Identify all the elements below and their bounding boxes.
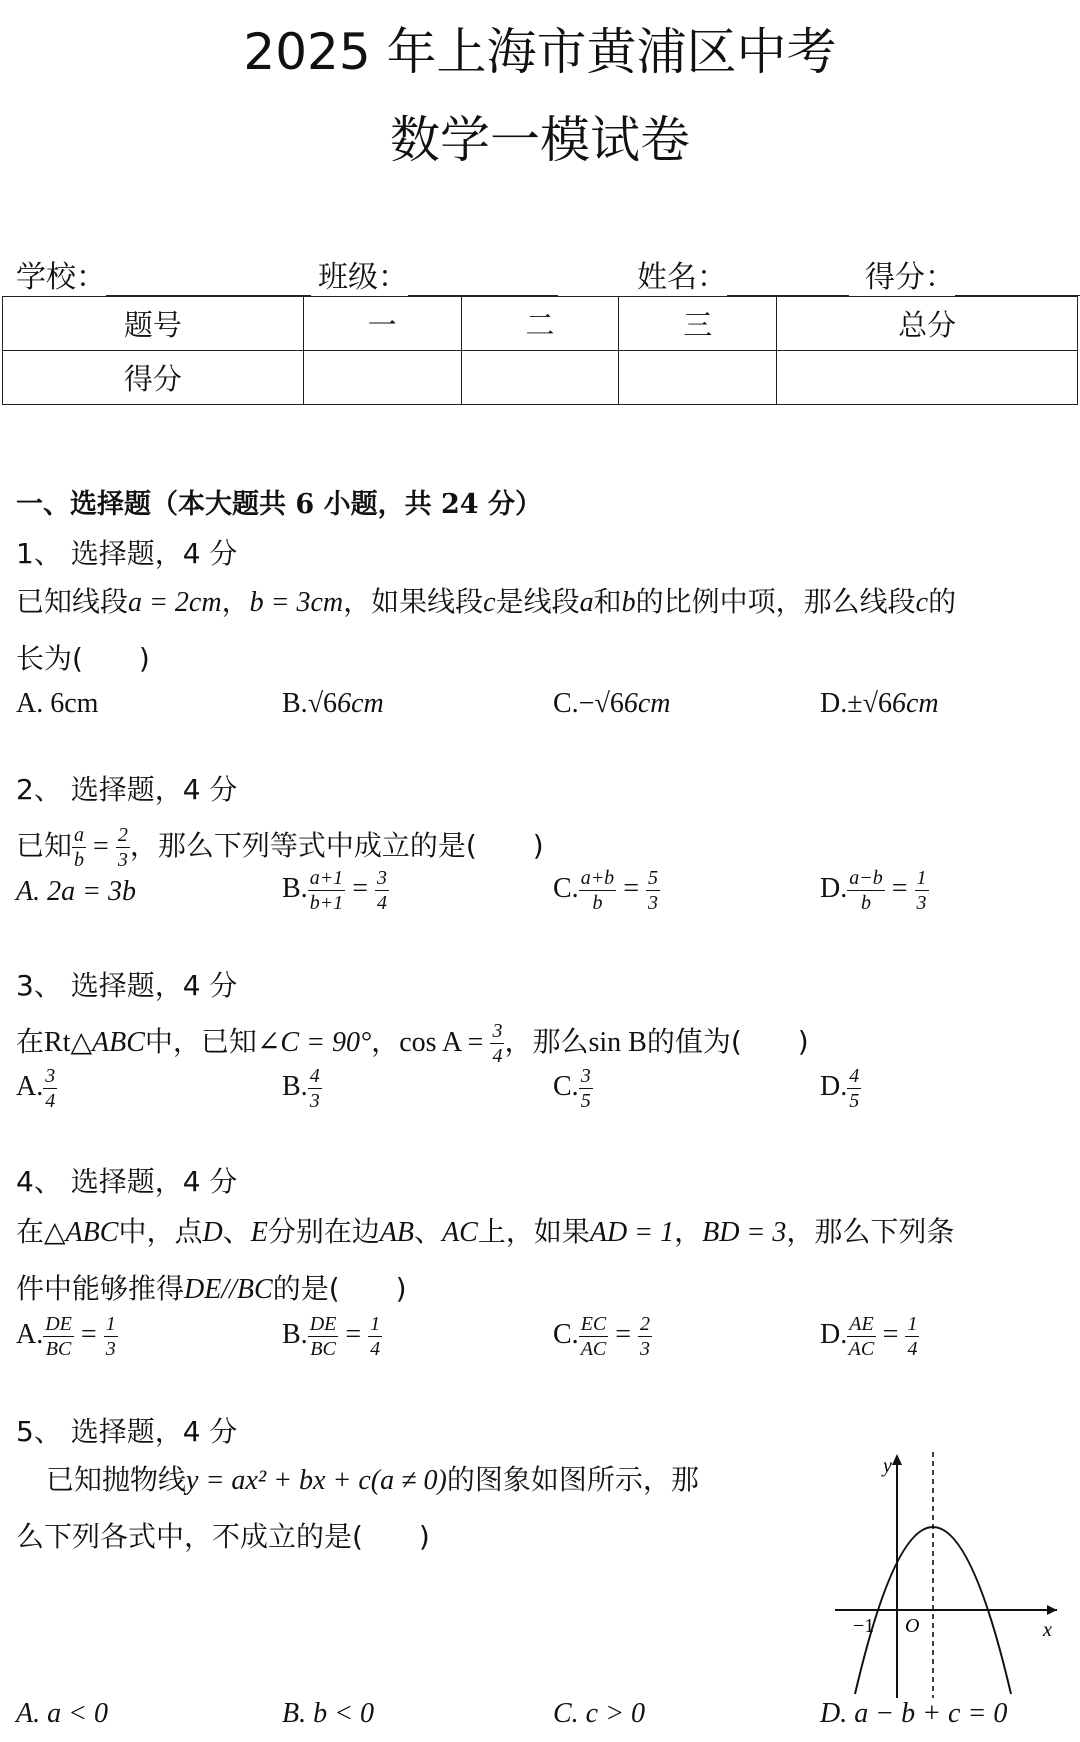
school-blank[interactable] xyxy=(106,265,311,296)
q4-a-num: DE xyxy=(45,1313,72,1335)
q1-heading: 1、 选择题，4 分 xyxy=(16,537,238,570)
q4-d-den: AC xyxy=(848,1338,875,1360)
q4-c-den: AC xyxy=(580,1338,607,1360)
q3-a-pre: A. xyxy=(16,1070,44,1102)
q2-d-pre: D. xyxy=(820,872,848,904)
q4-t9: 件中能够推得 xyxy=(16,1272,185,1305)
q4-c-pre: C. xyxy=(553,1318,579,1350)
q3-heading: 3、 选择题，4 分 xyxy=(16,969,238,1002)
q4-t5: 、 xyxy=(414,1215,443,1248)
q5-option-b[interactable]: B. b < 0 xyxy=(282,1698,374,1729)
y-axis-label: y xyxy=(883,1455,892,1477)
q3-b-pre: B. xyxy=(282,1070,308,1102)
q4-t1: 在△ xyxy=(16,1215,66,1248)
q2-option-d[interactable] xyxy=(820,868,929,913)
q4-d-frac2 xyxy=(905,1314,919,1359)
q5-t3: 么下列各式中，不成立的是( ) xyxy=(16,1520,430,1553)
q2-d-eq: = xyxy=(884,872,915,904)
q1-sep: ， xyxy=(221,585,250,618)
q4-option-c[interactable]: C. $\frac{EC}{AC}$ = $\frac{2}{3}$ xyxy=(553,1313,651,1360)
q1-c-pre: C.− xyxy=(553,688,595,719)
name-field[interactable] xyxy=(637,252,849,296)
q2-frac2-num: 2 xyxy=(117,823,128,846)
q3-c-den: 5 xyxy=(580,1090,591,1112)
q2-option-c[interactable] xyxy=(553,868,660,913)
q3-abc: ABC xyxy=(92,1027,145,1058)
q2-c-frac1 xyxy=(579,868,617,913)
q4-b-frac2 xyxy=(368,1314,382,1359)
q4-c-den2: 3 xyxy=(640,1338,651,1360)
q3-frac xyxy=(490,1021,504,1066)
q4-stem xyxy=(16,1204,1076,1318)
q1-text7: 长为( ) xyxy=(16,642,150,675)
q3-sin: sin B xyxy=(588,1027,647,1058)
q4-abc: ABC xyxy=(65,1217,119,1248)
q3-c-pre: C. xyxy=(553,1070,579,1102)
q1-option-c[interactable] xyxy=(553,688,671,720)
q2-c-num2: 5 xyxy=(647,867,658,889)
q4-b-pre: B. xyxy=(282,1318,308,1350)
q4-c-num2: 2 xyxy=(640,1313,651,1335)
q4-t7: ， xyxy=(674,1215,703,1248)
cell-total: 总分 xyxy=(777,297,1078,351)
q4-t8: ，那么下列条 xyxy=(786,1215,955,1248)
q3-b-frac xyxy=(308,1066,322,1111)
q4-c-frac2 xyxy=(638,1314,652,1359)
score-table-score-row xyxy=(3,351,1078,405)
q1-option-d[interactable] xyxy=(820,688,939,720)
q1-c-unit: 6cm xyxy=(623,688,671,719)
exam-title-line1: 2025 年上海市黄浦区中考 xyxy=(243,23,837,81)
sqrt-icon: √6 xyxy=(307,688,338,719)
sqrt-icon: √6 xyxy=(862,688,892,719)
q4-b-num2: 1 xyxy=(370,1313,381,1335)
score-blank[interactable] xyxy=(955,265,1080,296)
cell-question-number: 题号 xyxy=(3,297,304,351)
q3-text2: 中，已知 xyxy=(144,1025,257,1058)
q5-option-d[interactable]: D. a − b + c = 0 xyxy=(820,1698,1008,1729)
q5-stem xyxy=(16,1452,816,1565)
q2-d-num2: 1 xyxy=(916,867,927,889)
q3-a-frac xyxy=(43,1066,57,1111)
q2-stem xyxy=(16,818,544,875)
q3-a-den: 4 xyxy=(45,1090,56,1112)
q4-bd: BD = 3 xyxy=(702,1217,787,1248)
q2-frac-den: b xyxy=(74,848,85,871)
class-label: 班级： xyxy=(318,260,408,295)
cell-score-part1[interactable] xyxy=(303,351,461,405)
q2-b-den2: 4 xyxy=(376,892,387,914)
q4-d-frac1 xyxy=(847,1314,875,1359)
q3-d-pre: D. xyxy=(820,1070,848,1102)
score-table-header-row xyxy=(3,297,1078,351)
y-axis-arrow-icon xyxy=(892,1454,902,1465)
cell-score-total[interactable] xyxy=(777,351,1078,405)
q1-d-unit: 6cm xyxy=(891,688,939,719)
q4-t6: 上，如果 xyxy=(477,1215,590,1248)
triangle-icon: △ xyxy=(70,1025,93,1058)
q1-b-unit: 6cm xyxy=(337,688,384,719)
q2-frac-ab xyxy=(72,825,86,870)
q1-b: b xyxy=(621,587,636,618)
q5-heading: 5、 选择题，4 分 xyxy=(16,1415,238,1448)
q4-b-num: DE xyxy=(309,1313,337,1335)
score-label: 得分： xyxy=(865,260,955,295)
q3-text4: 的值为( ) xyxy=(646,1025,809,1058)
q4-d-num: AE xyxy=(849,1313,874,1335)
q2-b-num: a+1 xyxy=(309,867,344,889)
cell-part1: 一 xyxy=(303,297,461,351)
q2-frac-num: a xyxy=(74,823,85,846)
q4-a-num2: 1 xyxy=(105,1313,116,1335)
q2-c-num: a+b xyxy=(580,867,615,889)
q3-angle: ∠C = 90° xyxy=(256,1027,372,1058)
q3-text3: ，那么 xyxy=(504,1025,589,1058)
q1-b-eq: b = 3cm xyxy=(249,587,344,618)
q4-d-pre: D. xyxy=(820,1318,848,1350)
q3-b-num: 4 xyxy=(309,1065,320,1087)
q4-d-den2: 4 xyxy=(907,1338,918,1360)
q1-a: a xyxy=(579,587,594,618)
q3-option-c[interactable] xyxy=(553,1066,593,1111)
q1-text2: ，如果线段 xyxy=(343,585,484,618)
q2-c-pre: C. xyxy=(553,872,579,904)
q2-frac2-den: 3 xyxy=(117,848,128,871)
q2-option-a[interactable]: A. 2a = 3b xyxy=(16,876,136,907)
q1-a-eq: a = 2cm xyxy=(128,587,222,618)
q4-t2: 中，点 xyxy=(118,1215,203,1248)
q2-text2: ，那么下列等式中成立的是( ) xyxy=(129,829,544,862)
score-field[interactable] xyxy=(865,252,1080,296)
q4-d: D xyxy=(202,1217,223,1248)
q2-b-pre: B. xyxy=(282,872,308,904)
q2-text1: 已知 xyxy=(16,829,73,862)
q3-b-den: 3 xyxy=(309,1090,320,1112)
section1-title: 一、选择题（本大题共 6 小题，共 24 分） xyxy=(16,489,542,520)
q3-frac-num: 3 xyxy=(492,1019,503,1042)
q2-b-num2: 3 xyxy=(376,867,387,889)
cell-score-label: 得分 xyxy=(3,351,304,405)
q3-c-frac xyxy=(579,1066,593,1111)
q2-c-eq: = xyxy=(616,872,646,904)
q3-rt: Rt xyxy=(44,1027,71,1058)
q3-d-den: 5 xyxy=(849,1090,860,1112)
q4-ad: AD = 1 xyxy=(589,1217,675,1248)
q4-b-frac1 xyxy=(308,1314,339,1359)
x-axis-arrow-icon xyxy=(1047,1605,1057,1615)
q4-option-a[interactable]: A. $\frac{DE}{BC}$ = $\frac{1}{3}$ xyxy=(16,1313,116,1360)
q4-d-num2: 1 xyxy=(907,1313,918,1335)
q4-option-d[interactable]: D. $\frac{AE}{AC}$ = $\frac{1}{4}$ xyxy=(820,1313,918,1360)
q4-a-frac2 xyxy=(104,1314,118,1359)
q4-ac: AC xyxy=(442,1217,478,1248)
q4-ab: AB xyxy=(379,1217,415,1248)
q2-d-num: a−b xyxy=(849,867,883,889)
q3-d-num: 4 xyxy=(849,1065,860,1087)
q1-text1: 已知线段 xyxy=(16,585,129,618)
q4-b-den2: 4 xyxy=(370,1338,381,1360)
q2-heading: 2、 选择题，4 分 xyxy=(16,773,238,806)
q5-option-c[interactable]: C. c > 0 xyxy=(553,1698,645,1729)
q4-de-bc: DE//BC xyxy=(184,1274,273,1305)
q2-option-b[interactable] xyxy=(282,868,389,913)
q3-stem xyxy=(16,1014,809,1071)
q3-frac-den: 4 xyxy=(492,1044,503,1067)
q4-c-num: EC xyxy=(580,1313,607,1335)
q1-text6: 的 xyxy=(928,585,957,618)
x-axis-label: x xyxy=(1043,1619,1052,1641)
q1-c: c xyxy=(483,587,496,618)
q1-b-pre: B. xyxy=(282,688,308,719)
q1-d-pre: D.± xyxy=(820,688,863,719)
q4-a-pre: A. xyxy=(16,1318,44,1350)
q5-t1: 已知抛物线 xyxy=(46,1463,187,1496)
q2-b-eq: = xyxy=(345,872,375,904)
q1-c2: c xyxy=(915,587,929,618)
q1-option-a[interactable]: A. 6cm xyxy=(16,688,99,719)
parabola-graph xyxy=(825,1450,1065,1700)
q4-e: E xyxy=(250,1217,268,1248)
q1-option-b[interactable] xyxy=(282,688,384,720)
q3-c-num: 3 xyxy=(580,1065,591,1087)
q4-a-frac1 xyxy=(43,1314,74,1359)
q5-equation: y = ax² + bx + c(a ≠ 0) xyxy=(186,1465,447,1496)
name-blank[interactable] xyxy=(727,265,849,296)
cell-part3: 三 xyxy=(619,297,777,351)
cell-score-part2[interactable] xyxy=(461,351,619,405)
class-blank[interactable] xyxy=(408,265,558,296)
q4-c-frac1 xyxy=(579,1314,609,1359)
sqrt-icon: √6 xyxy=(594,688,624,719)
school-label: 学校： xyxy=(16,260,106,295)
q5-option-a[interactable]: A. a < 0 xyxy=(16,1698,108,1729)
q2-d-frac2 xyxy=(915,868,929,913)
q1-text3: 是线段 xyxy=(495,585,580,618)
q3-option-a[interactable] xyxy=(16,1066,57,1111)
q2-d-frac1 xyxy=(847,868,885,913)
q4-t4: 分别在边 xyxy=(267,1215,380,1248)
q2-eq: = xyxy=(86,831,116,862)
q2-d-den2: 3 xyxy=(916,892,927,914)
q2-c-den2: 3 xyxy=(647,892,658,914)
school-field[interactable] xyxy=(16,252,311,296)
name-label: 姓名： xyxy=(637,260,727,295)
class-field[interactable] xyxy=(318,252,558,296)
q2-c-frac2 xyxy=(646,868,660,913)
minus-one-label: −1 xyxy=(853,1615,875,1637)
q5-t2: 的图象如图所示，那 xyxy=(446,1463,699,1496)
cell-score-part3[interactable] xyxy=(619,351,777,405)
q2-d-den: b xyxy=(860,892,871,914)
cell-part2: 二 xyxy=(461,297,619,351)
q2-b-frac2 xyxy=(375,868,389,913)
q4-a-den2: 3 xyxy=(105,1338,116,1360)
q2-frac-23 xyxy=(116,825,130,870)
score-table xyxy=(2,296,1078,405)
q3-text1: 在 xyxy=(16,1025,45,1058)
q2-b-den: b+1 xyxy=(309,892,344,914)
q2-c-den: b xyxy=(592,892,603,914)
q3-cos: cos A = xyxy=(399,1027,491,1058)
q4-option-b[interactable]: B. $\frac{DE}{BC}$ = $\frac{1}{4}$ xyxy=(282,1313,381,1360)
q4-a-den: BC xyxy=(45,1338,72,1360)
q4-t10: 的是( ) xyxy=(272,1272,407,1305)
origin-label: O xyxy=(905,1615,920,1637)
q3-d-frac xyxy=(847,1066,861,1111)
exam-title-line2: 数学一模试卷 xyxy=(390,111,690,169)
q4-heading: 4、 选择题，4 分 xyxy=(16,1165,238,1198)
q1-text5: 的比例中项，那么线段 xyxy=(635,585,916,618)
q2-b-frac1 xyxy=(308,868,346,913)
q1-stem xyxy=(16,574,1066,687)
q1-text4: 和 xyxy=(593,585,622,618)
q4-t3: 、 xyxy=(222,1215,251,1248)
q4-b-den: BC xyxy=(310,1338,336,1360)
q3-option-b[interactable] xyxy=(282,1066,322,1111)
q3-a-num: 3 xyxy=(45,1065,56,1087)
q3-option-d[interactable] xyxy=(820,1066,861,1111)
q3-sep: ， xyxy=(371,1025,400,1058)
